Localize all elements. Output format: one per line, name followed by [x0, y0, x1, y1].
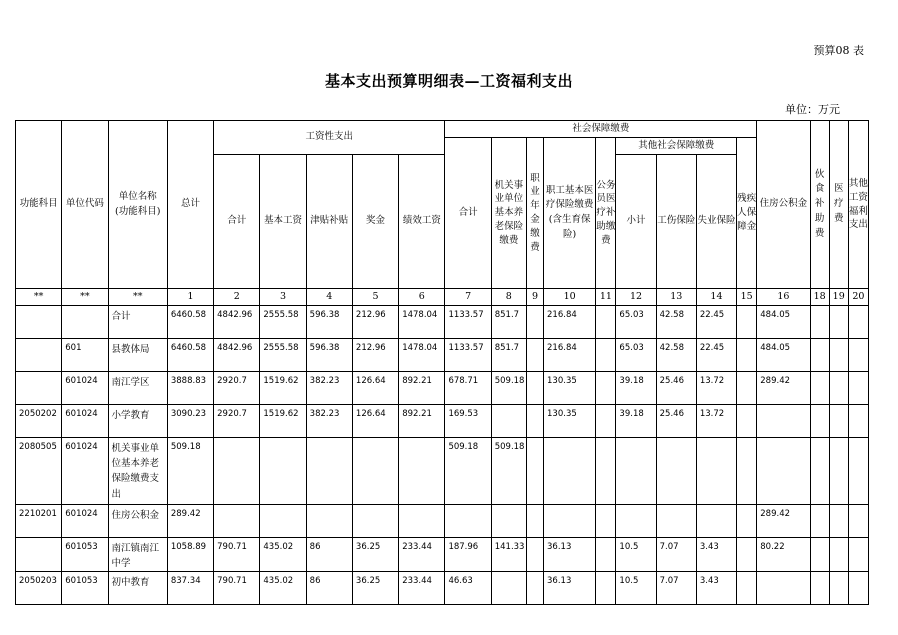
table-cell: 3.43 [696, 572, 736, 605]
table-cell [399, 438, 445, 505]
table-cell [656, 438, 696, 505]
table-cell [810, 372, 829, 405]
column-number: 9 [526, 289, 543, 306]
table-cell [526, 339, 543, 372]
table-cell [526, 538, 543, 572]
table-cell [848, 372, 868, 405]
header-social-total: 合计 [445, 138, 491, 289]
column-number: 18 [810, 289, 829, 306]
table-cell: 216.84 [544, 339, 596, 372]
table-cell: 678.71 [445, 372, 491, 405]
table-cell: 601053 [62, 572, 108, 605]
budget-table [15, 120, 869, 605]
table-cell [596, 306, 616, 339]
table-cell: 233.44 [399, 572, 445, 605]
table-cell [445, 505, 491, 538]
header-medical-fee: 医疗费 [829, 121, 848, 289]
table-cell: 484.05 [757, 339, 810, 372]
table-cell: 601024 [62, 372, 108, 405]
header-social-group: 社会保障缴费 [445, 121, 757, 138]
table-cell: 837.34 [167, 572, 213, 605]
table-cell: 2050203 [16, 572, 62, 605]
table-cell: 4842.96 [214, 339, 260, 372]
table-cell: 25.46 [656, 405, 696, 438]
table-cell [810, 405, 829, 438]
table-cell [306, 438, 352, 505]
table-cell: 3.43 [696, 538, 736, 572]
table-cell: 892.21 [399, 372, 445, 405]
header-wage-total: 合计 [214, 155, 260, 289]
table-cell: 169.53 [445, 405, 491, 438]
table-cell-name: 南江学区 [108, 372, 167, 405]
table-cell: 22.45 [696, 339, 736, 372]
table-cell: 2555.58 [260, 306, 306, 339]
table-cell: 509.18 [491, 438, 526, 505]
table-cell [616, 438, 656, 505]
table-cell [829, 572, 848, 605]
table-cell [737, 306, 757, 339]
column-number: ** [16, 289, 62, 306]
form-code: 预算08 表 [813, 44, 864, 57]
table-cell [352, 438, 398, 505]
table-cell: 36.25 [352, 538, 398, 572]
table-cell [491, 572, 526, 605]
table-cell: 1133.57 [445, 339, 491, 372]
table-cell [16, 538, 62, 572]
table-cell [596, 405, 616, 438]
table-cell: 13.72 [696, 405, 736, 438]
table-cell: 509.18 [445, 438, 491, 505]
header-basic-wage: 基本工资 [260, 155, 306, 289]
table-cell-name: 初中教育 [108, 572, 167, 605]
table-cell [810, 339, 829, 372]
table-cell [810, 538, 829, 572]
table-cell: 7.07 [656, 572, 696, 605]
table-row [16, 572, 869, 605]
table-cell [526, 306, 543, 339]
table-row [16, 538, 869, 572]
table-cell [260, 438, 306, 505]
column-number: ** [108, 289, 167, 306]
table-cell: 6460.58 [167, 306, 213, 339]
table-cell: 2210201 [16, 505, 62, 538]
table-cell [848, 405, 868, 438]
table-cell [737, 372, 757, 405]
table-cell: 601 [62, 339, 108, 372]
table-cell: 36.13 [544, 538, 596, 572]
table-cell [848, 339, 868, 372]
table-cell [810, 505, 829, 538]
table-cell: 36.25 [352, 572, 398, 605]
table-cell: 216.84 [544, 306, 596, 339]
table-cell: 2920.7 [214, 372, 260, 405]
table-cell: 6460.58 [167, 339, 213, 372]
table-cell: 1519.62 [260, 372, 306, 405]
table-cell [214, 438, 260, 505]
table-cell: 1478.04 [399, 339, 445, 372]
column-number: 4 [306, 289, 352, 306]
table-cell [737, 405, 757, 438]
table-cell: 130.35 [544, 372, 596, 405]
table-cell [16, 306, 62, 339]
table-cell [829, 438, 848, 505]
table-cell: 3090.23 [167, 405, 213, 438]
table-cell: 187.96 [445, 538, 491, 572]
header-injury: 工伤保险 [656, 155, 696, 289]
table-cell: 39.18 [616, 372, 656, 405]
header-wage-group: 工资性支出 [214, 121, 445, 155]
table-cell [352, 505, 398, 538]
table-cell [696, 505, 736, 538]
table-cell-name: 小学教育 [108, 405, 167, 438]
table-row [16, 372, 869, 405]
table-cell: 596.38 [306, 306, 352, 339]
table-cell: 509.18 [167, 438, 213, 505]
column-number: 13 [656, 289, 696, 306]
table-cell [260, 505, 306, 538]
column-number: 1 [167, 289, 213, 306]
table-cell [737, 505, 757, 538]
table-cell: 25.46 [656, 372, 696, 405]
table-cell: 509.18 [491, 372, 526, 405]
table-cell [62, 306, 108, 339]
table-cell: 1133.57 [445, 306, 491, 339]
table-cell [526, 572, 543, 605]
table-cell [757, 438, 810, 505]
column-number: 11 [596, 289, 616, 306]
header-performance: 绩效工资 [399, 155, 445, 289]
table-cell [757, 572, 810, 605]
table-cell [737, 438, 757, 505]
table-cell: 4842.96 [214, 306, 260, 339]
table-cell [829, 306, 848, 339]
table-cell [829, 339, 848, 372]
header-civil-medical: 公务员医疗补助缴费 [596, 138, 616, 289]
header-other-social-group: 其他社会保障缴费 [616, 138, 737, 155]
table-cell [656, 505, 696, 538]
table-cell: 601024 [62, 505, 108, 538]
table-cell: 3888.83 [167, 372, 213, 405]
table-cell: 435.02 [260, 572, 306, 605]
table-cell [829, 505, 848, 538]
table-cell: 10.5 [616, 538, 656, 572]
table-cell [848, 505, 868, 538]
table-cell: 42.58 [656, 339, 696, 372]
table-cell: 7.07 [656, 538, 696, 572]
table-cell [596, 339, 616, 372]
table-cell [848, 306, 868, 339]
table-cell [616, 505, 656, 538]
column-number: 16 [757, 289, 810, 306]
table-cell [491, 405, 526, 438]
table-cell: 601024 [62, 405, 108, 438]
table-cell: 65.03 [616, 339, 656, 372]
table-cell: 790.71 [214, 572, 260, 605]
page-title: 基本支出预算明细表—工资福利支出 [324, 72, 573, 90]
table-cell: 2920.7 [214, 405, 260, 438]
column-number: 15 [737, 289, 757, 306]
table-cell [596, 505, 616, 538]
table-cell [526, 372, 543, 405]
table-cell [526, 438, 543, 505]
table-cell: 141.33 [491, 538, 526, 572]
table-cell: 36.13 [544, 572, 596, 605]
table-cell: 13.72 [696, 372, 736, 405]
header-other-subtotal: 小计 [616, 155, 656, 289]
column-number: 14 [696, 289, 736, 306]
header-allowance: 津贴补贴 [306, 155, 352, 289]
table-cell [306, 505, 352, 538]
table-cell [491, 505, 526, 538]
header-medical: 职工基本医疗保险缴费(含生育保险) [544, 138, 596, 289]
header-pension: 机关事业单位基本养老保险缴费 [491, 138, 526, 289]
table-cell: 65.03 [616, 306, 656, 339]
table-cell: 601024 [62, 438, 108, 505]
table-cell [848, 572, 868, 605]
table-row [16, 339, 869, 372]
table-row [16, 405, 869, 438]
table-cell [757, 405, 810, 438]
table-cell [696, 438, 736, 505]
table-cell [399, 505, 445, 538]
table-cell [848, 438, 868, 505]
column-number: 3 [260, 289, 306, 306]
table-cell: 382.23 [306, 405, 352, 438]
table-cell [737, 339, 757, 372]
table-cell: 1519.62 [260, 405, 306, 438]
header-unit-name: 单位名称 (功能科目) [108, 121, 167, 289]
unit-label: 单位：万元 [785, 103, 840, 116]
header-total: 总计 [167, 121, 213, 289]
column-number: 2 [214, 289, 260, 306]
table-cell [544, 438, 596, 505]
table-cell: 22.45 [696, 306, 736, 339]
table-cell-name: 合计 [108, 306, 167, 339]
table-cell [214, 505, 260, 538]
header-func-subject: 功能科目 [16, 121, 62, 289]
table-cell [810, 438, 829, 505]
table-cell: 892.21 [399, 405, 445, 438]
table-cell: 435.02 [260, 538, 306, 572]
table-cell [829, 538, 848, 572]
table-cell: 130.35 [544, 405, 596, 438]
table-cell [16, 372, 62, 405]
column-number: 20 [848, 289, 868, 306]
table-cell: 39.18 [616, 405, 656, 438]
table-cell: 289.42 [757, 505, 810, 538]
table-cell [596, 438, 616, 505]
column-number: 19 [829, 289, 848, 306]
header-annuity: 职业年金缴费 [526, 138, 543, 289]
table-cell-name: 住房公积金 [108, 505, 167, 538]
table-cell [829, 405, 848, 438]
table-row [16, 306, 869, 339]
table-cell: 10.5 [616, 572, 656, 605]
table-cell: 601053 [62, 538, 108, 572]
table-cell: 80.22 [757, 538, 810, 572]
table-cell [737, 538, 757, 572]
table-cell: 1058.89 [167, 538, 213, 572]
table-row [16, 438, 869, 505]
table-cell: 212.96 [352, 339, 398, 372]
table-cell: 46.63 [445, 572, 491, 605]
column-number-row [16, 289, 869, 306]
table-cell: 233.44 [399, 538, 445, 572]
table-cell-name: 机关事业单位基本养老保险缴费支出 [108, 438, 167, 505]
table-cell [596, 572, 616, 605]
header-disability: 残疾人保障金 [737, 138, 757, 289]
table-cell: 2555.58 [260, 339, 306, 372]
table-cell: 1478.04 [399, 306, 445, 339]
table-cell [737, 572, 757, 605]
table-cell: 126.64 [352, 405, 398, 438]
table-cell [829, 372, 848, 405]
table-cell [848, 538, 868, 572]
table-cell: 289.42 [167, 505, 213, 538]
table-cell [596, 538, 616, 572]
column-number: ** [62, 289, 108, 306]
table-cell [16, 339, 62, 372]
table-cell: 86 [306, 538, 352, 572]
table-cell [526, 405, 543, 438]
table-cell [544, 505, 596, 538]
table-cell: 596.38 [306, 339, 352, 372]
table-cell: 2050202 [16, 405, 62, 438]
table-cell-name: 南江镇南江中学 [108, 538, 167, 572]
table-cell [596, 372, 616, 405]
table-cell [526, 505, 543, 538]
table-cell [810, 572, 829, 605]
table-cell: 790.71 [214, 538, 260, 572]
table-cell: 2080505 [16, 438, 62, 505]
column-number: 6 [399, 289, 445, 306]
column-number: 8 [491, 289, 526, 306]
column-number: 10 [544, 289, 596, 306]
table-cell [810, 306, 829, 339]
table-row [16, 505, 869, 538]
table-cell: 42.58 [656, 306, 696, 339]
header-bonus: 奖金 [352, 155, 398, 289]
header-meal: 伙食补助费 [810, 121, 829, 289]
column-number: 12 [616, 289, 656, 306]
header-other-wage: 其他工资福利支出 [848, 121, 868, 289]
column-number: 7 [445, 289, 491, 306]
table-cell: 851.7 [491, 306, 526, 339]
table-cell: 484.05 [757, 306, 810, 339]
table-cell-name: 县教体局 [108, 339, 167, 372]
table-cell: 382.23 [306, 372, 352, 405]
header-housing: 住房公积金 [757, 121, 810, 289]
table-cell: 86 [306, 572, 352, 605]
table-cell: 289.42 [757, 372, 810, 405]
header-unemployment: 失业保险 [696, 155, 736, 289]
table-cell: 212.96 [352, 306, 398, 339]
table-cell: 851.7 [491, 339, 526, 372]
table-cell: 126.64 [352, 372, 398, 405]
column-number: 5 [352, 289, 398, 306]
header-unit-code: 单位代码 [62, 121, 108, 289]
